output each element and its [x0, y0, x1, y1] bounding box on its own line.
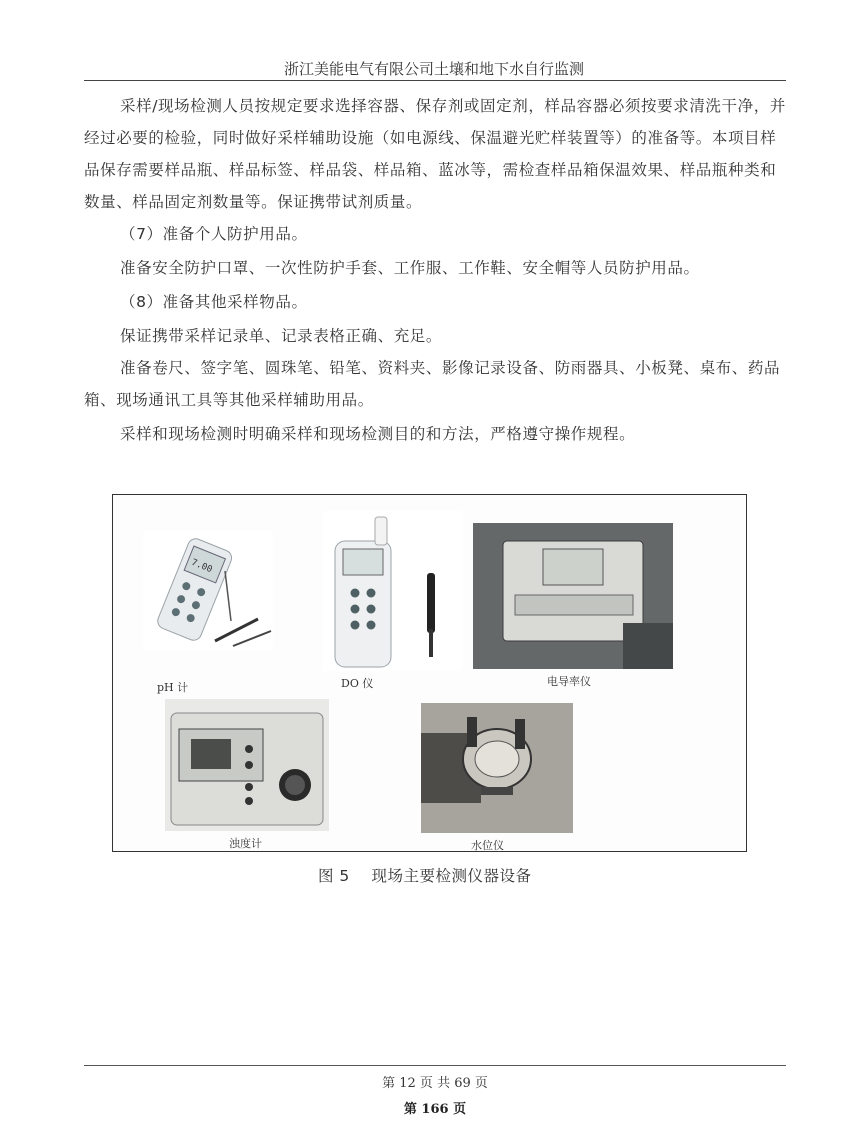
do-meter-photo [323, 511, 463, 671]
paragraph-protection: 准备安全防护口罩、一次性防护手套、工作服、工作鞋、安全帽等人员防护用品。 [120, 259, 700, 277]
page-header: 浙江美能电气有限公司土壤和地下水自行监测 [283, 60, 584, 78]
paragraph-item-7: （7）准备个人防护用品。 [120, 225, 308, 243]
paragraph-sample-containers: 采样/现场检测人员按规定要求选择容器、保存剂或固定剂，样品容器必须按要求清洗干净，并经过必要的检验，同时做好采样辅助设施（如电源线、保温避光贮样装置等）的准备等。本项目样品保存需要样品瓶、样品标签、样品袋、样品箱、蓝冰等，需检查样品箱保温效果、样品瓶种类和数量、样品固定剂数量等。保证携带试剂质量。 [84, 97, 786, 211]
do-meter-caption: DO 仪 [341, 677, 374, 690]
ph-meter-photo [143, 531, 273, 651]
water-level-meter-caption: 水位仪 [471, 839, 504, 852]
paragraph-records: 保证携带采样记录单、记录表格正确、充足。 [120, 327, 443, 345]
ph-screen-text: 7.00 [189, 557, 214, 576]
water-level-meter-photo [421, 703, 573, 833]
page-total-number: 第 166 页 [403, 1102, 467, 1117]
paragraph-procedure: 采样和现场检测时明确采样和现场检测目的和方法，严格遵守操作规程。 [120, 425, 636, 443]
footer-rule [84, 1065, 786, 1066]
conductivity-meter-photo [473, 523, 673, 669]
ph-meter-caption: pH 计 [157, 681, 189, 694]
turbidity-meter-photo [165, 699, 329, 831]
figure-caption: 图 5 现场主要检测仪器设备 [318, 867, 532, 885]
conductivity-meter-caption: 电导率仪 [547, 675, 591, 688]
page-number: 第 12 页 共 69 页 [382, 1076, 488, 1091]
paragraph-supplies: 准备卷尺、签字笔、圆珠笔、铅笔、资料夹、影像记录设备、防雨器具、小板凳、桌布、药品箱、现场通讯工具等其他采样辅助用品。 [84, 359, 781, 409]
header-rule [84, 80, 786, 81]
figure-frame [112, 494, 747, 852]
turbidity-meter-caption: 浊度计 [229, 837, 262, 850]
paragraph-item-8: （8）准备其他采样物品。 [120, 293, 308, 311]
